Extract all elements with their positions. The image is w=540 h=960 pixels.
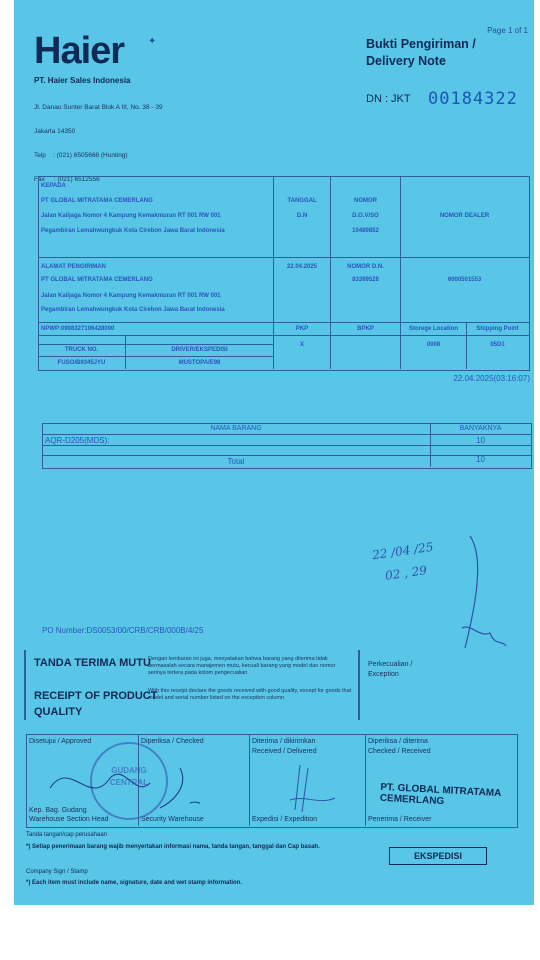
company-name: PT. Haier Sales Indonesia [34, 76, 131, 85]
checked-received-label-1: Diperiksa / diterima [368, 738, 428, 745]
item-name: AQR-D205(MDS): [45, 436, 110, 445]
tanggal-value: D.N [296, 213, 308, 219]
sig-col-divider [365, 734, 366, 826]
footer-line-3: Company Sign / Stamp [26, 869, 88, 875]
approver-signature [40, 748, 200, 818]
logo-star-icon: ✦ [148, 36, 157, 47]
pkp-value: X [299, 342, 304, 348]
stamp-text-1: GUDANG [111, 766, 147, 775]
nomor-line2: 10489852 [352, 228, 379, 234]
addressee-name: PT GLOBAL MITRATAMA CEMERLANG [41, 198, 153, 204]
footer-line-4: *) Each item must include name, signature, date and wet stamp information. [26, 880, 243, 886]
expedition-signature [280, 760, 350, 820]
title-line-1: Bukti Pengiriman / [366, 37, 476, 51]
shipping-point-value: 05D1 [490, 342, 505, 348]
dn-number: 00184322 [428, 89, 518, 109]
exception-label-1: Perkecualian / [368, 661, 413, 668]
row-divider [38, 356, 273, 357]
driver-label: DRIVER/EKSPEDISI [171, 347, 228, 353]
dn-no-value: 83399528 [352, 277, 379, 283]
security-label: Security Warehouse [141, 816, 204, 823]
handwritten-time: 02 , 29 [384, 563, 428, 583]
shipping-point-label: Shipping Point [476, 326, 519, 332]
document-title [366, 36, 476, 70]
expedition-label: Expedisi / Expedition [252, 816, 317, 823]
address-line: Telp : (021) 6505668 (Hunting) [34, 152, 128, 159]
addressee-line2: Pegambiran Lemahwungkuk Kota Cirebon Jawa Barat Indonesia [41, 228, 225, 234]
receipt-title-id: TANDA TERIMA MUTU [34, 657, 151, 669]
col-divider [330, 176, 331, 369]
npwp: NPWP:0908327106428000 [41, 326, 115, 332]
receipt-title-en-2: QUALITY [34, 706, 83, 718]
address-line: Jl. Danau Sunter Barat Blok A III, No. 38 - 39 [34, 104, 163, 111]
handwritten-signature [440, 528, 510, 668]
footer-line-2: *) Setiap penerimaan barang wajib menyertakan informasi nama, tanda tangan, tanggal dan Cap basah. [26, 844, 320, 850]
title-line-2: Delivery Note [366, 54, 446, 68]
dealer-label: NOMOR DEALER [439, 213, 490, 219]
nomor-line1: D.O.V/SO [352, 213, 379, 219]
receipt-text-en: With this receipt declare the goods received with good quality, except for goods that model and serial number listed on the exception column [148, 688, 352, 701]
handwritten-date: 22 /04 /25 [371, 539, 435, 563]
print-timestamp: 22.04.2025(03:16:07) [453, 374, 530, 383]
approved-label: Disetujui / Approved [29, 738, 92, 745]
total-qty: 10 [476, 455, 485, 464]
truck-value: FUSO/B9345JYU [57, 360, 106, 366]
items-header-divider [42, 434, 531, 435]
exception-bracket [358, 650, 360, 720]
row-divider [38, 344, 273, 345]
shipping-line1: Jalan Kalijaga Nomor 4 Kampung Kemakmuran RT 001 RW 001 [41, 293, 221, 299]
checked-received-label-2: Checked / Received [368, 748, 431, 755]
exception-label-2: Exception [368, 671, 399, 678]
po-number: PO Number:DS0053/00/CRB/CRB/000B/4/25 [42, 626, 204, 635]
addressee-line1: Jalan Kalijaga Nomor 4 Kampung Kemakmuran RT 001 RW 001 [41, 213, 221, 219]
storage-value: 0008 [426, 342, 441, 348]
col-divider [400, 176, 401, 369]
dn-no-label: NOMOR D.N. [347, 264, 384, 270]
address-line: Jakarta 14350 [34, 128, 76, 135]
receipt-title-en-1: RECEIPT OF PRODUCT [34, 690, 158, 702]
storage-label: Storege Location [408, 326, 458, 332]
col-divider [273, 176, 274, 369]
kepada-label: KEPADA [41, 183, 66, 189]
stamp-text-2: CENTRAL [109, 778, 149, 787]
row-divider [38, 257, 529, 258]
tanggal-label: TANGGAL [287, 198, 317, 204]
dealer-value: 6000501553 [447, 277, 482, 283]
total-label: Total [227, 457, 245, 466]
driver-value: MUSTOPA/E98 [178, 360, 221, 366]
bpkp-label: BPKP [357, 326, 374, 332]
warehouse-head-label-1: Kep. Bag. Gudang [29, 807, 87, 814]
dn-label: DN : JKT [366, 93, 411, 105]
receiver-label: Penerima / Receiver [368, 816, 432, 823]
item-qty: 10 [476, 436, 485, 445]
warehouse-head-label-2: Warehouse Section Head [29, 816, 109, 823]
received-delivered-label-1: Diterima / dikirimkan [252, 738, 316, 745]
shipping-date: 22.04.2025 [286, 264, 318, 270]
row-divider [38, 322, 529, 323]
footer-line-1: Tanda tangan/cap perusahaan [26, 832, 108, 838]
truck-label: TRUCK NO. [64, 347, 99, 353]
shipping-line2: Pegambiran Lemahwungkuk Kota Cirebon Jawa Barat Indonesia [41, 307, 225, 313]
page-indicator: Page 1 of 1 [487, 26, 528, 35]
items-row-divider [42, 445, 531, 446]
address-line: Fax : (021) 6512556 [34, 176, 100, 183]
col-nama-barang: NAMA BARANG [210, 425, 262, 432]
shipping-name: PT GLOBAL MITRATAMA CEMERLANG [41, 277, 153, 283]
col-banyaknya: BANYAKNYA [459, 425, 502, 432]
receipt-bracket [24, 650, 26, 720]
company-stamp: PT. GLOBAL MITRATAMA CEMERLANG [379, 781, 502, 808]
haier-logo: Haier [34, 30, 125, 72]
pkp-label: PKP [295, 326, 309, 332]
row-divider [38, 335, 529, 336]
checked-label: Diperiksa / Checked [141, 738, 204, 745]
received-delivered-label-2: Received / Delivered [252, 748, 317, 755]
receipt-text-id: Dengan lembaran ini juga, menyatakan bahwa barang yang diterima tidak bermasalah secara manajemen mutu, kecuali barang yang model dan nomor serinya tertera pada kolom pengecualian [148, 656, 336, 676]
nomor-label: NOMOR [354, 198, 377, 204]
shipping-label: ALAMAT PENGIRIMAN [41, 264, 106, 270]
sig-col-divider [249, 734, 250, 826]
ekspedisi-box: EKSPEDISI [389, 847, 487, 865]
